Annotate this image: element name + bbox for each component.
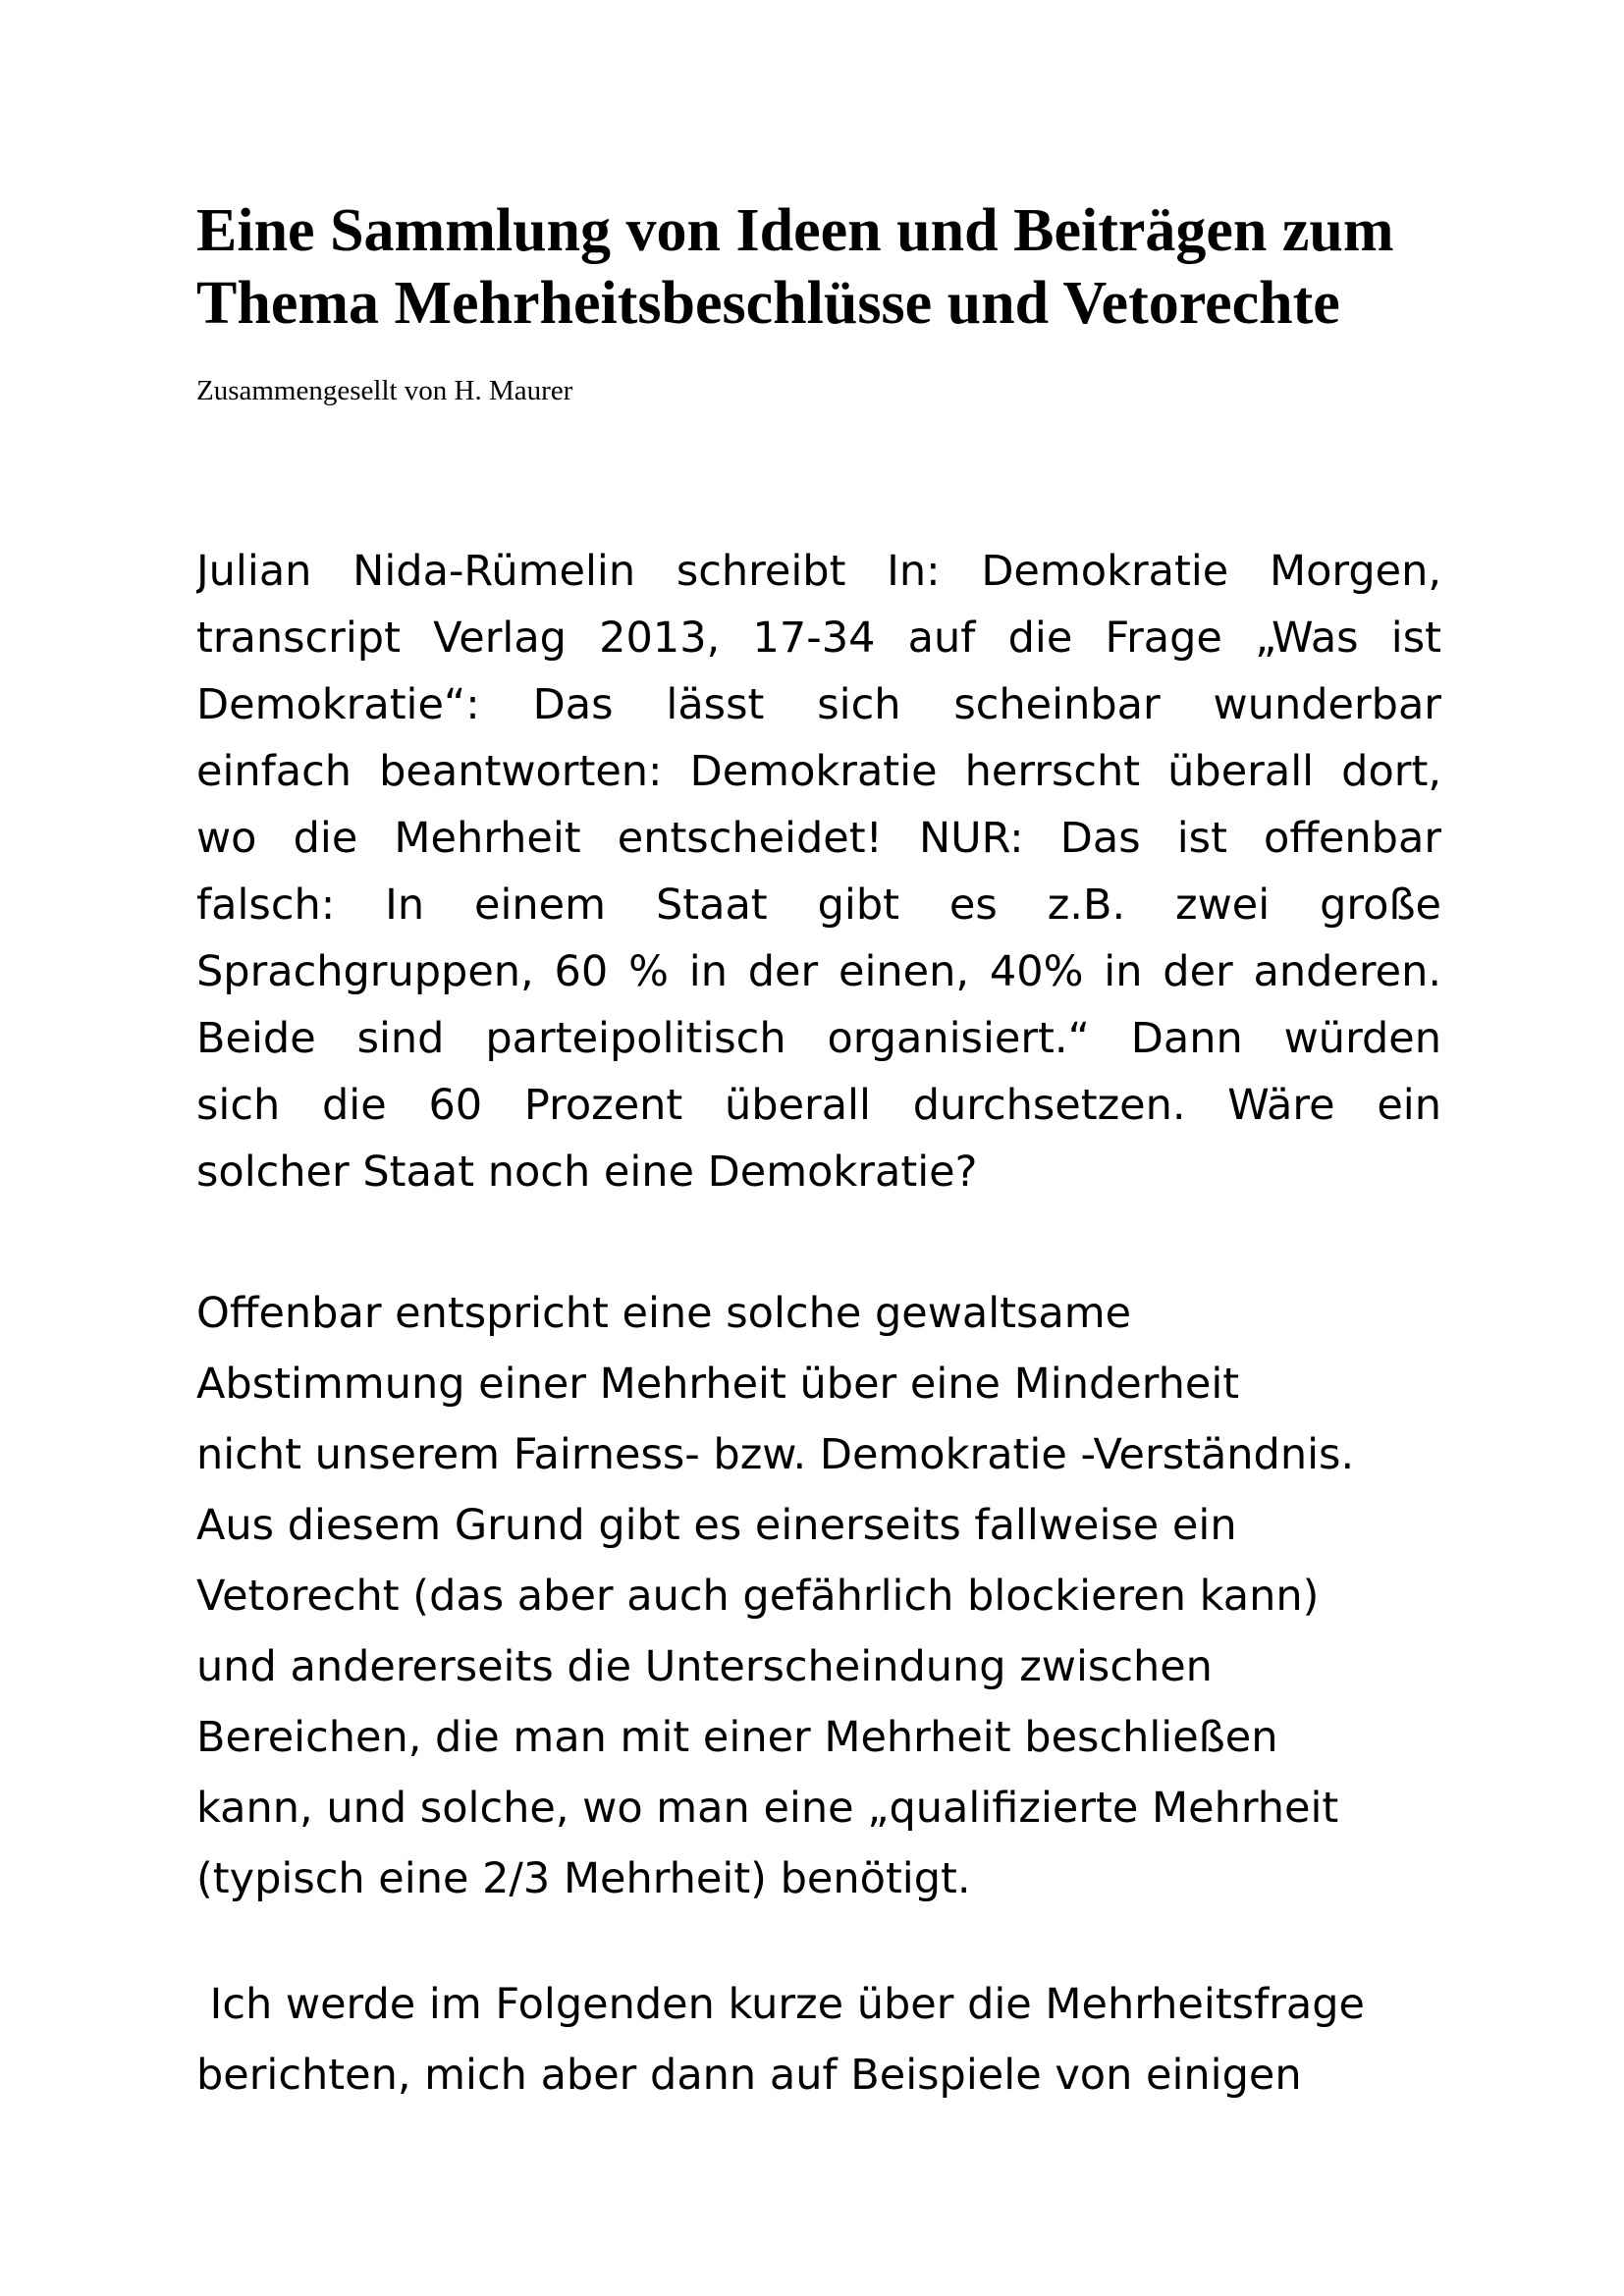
text-line: Abstimmung einer Mehrheit über eine Minderheit	[196, 1360, 1240, 1409]
text-line: transcript Verlag 2013, 17-34 auf die Frage „Was ist	[196, 614, 1441, 663]
text-line: wo die Mehrheit entscheidet! NUR: Das ist offenbar	[196, 814, 1441, 863]
text-line: einfach beantworten: Demokratie herrscht überall dort,	[196, 747, 1441, 796]
text-line: kann, und solche, wo man eine „qualifizierte Mehrheit	[196, 1784, 1339, 1833]
text-line: (typisch eine 2/3 Mehrheit) benötigt.	[196, 1854, 971, 1903]
text-line: solcher Staat noch eine Demokratie?	[196, 1148, 978, 1197]
text-line: Ich werde im Folgenden kurze über die Mehrheitsfrage	[196, 1980, 1365, 2029]
text-line: falsch: In einem Staat gibt es z.B. zwei große	[196, 881, 1441, 930]
text-line: Demokratie“: Das lässt sich scheinbar wunderbar	[196, 680, 1441, 729]
text-line: berichten, mich aber dann auf Beispiele von einigen	[196, 2051, 1302, 2100]
paragraph-fairness	[196, 1278, 1441, 1914]
text-line: Bereichen, die man mit einer Mehrheit beschließen	[196, 1713, 1278, 1762]
text-line: sich die 60 Prozent überall durchsetzen. Wäre ein	[196, 1081, 1441, 1130]
text-line: Offenbar entspricht eine solche gewaltsame	[196, 1289, 1132, 1338]
text-line: Julian Nida-Rümelin schreibt In: Demokratie Morgen,	[196, 547, 1441, 596]
text-line: Vetorecht (das aber auch gefährlich blockieren kann)	[196, 1572, 1320, 1621]
text-line: Aus diesem Grund gibt es einerseits fallweise ein	[196, 1501, 1237, 1550]
title-line: Thema Mehrheitsbeschlüsse und Vetorechte	[196, 270, 1340, 337]
text-line: nicht unserem Fairness- bzw. Demokratie -Verständnis.	[196, 1430, 1355, 1479]
document-subtitle: Zusammengesellt von H. Maurer	[196, 375, 573, 406]
document-title	[196, 194, 1473, 340]
text-line: Sprachgruppen, 60 % in der einen, 40% in der anderen.	[196, 947, 1441, 996]
text-line: und andererseits die Unterscheindung zwischen	[196, 1642, 1213, 1691]
title-line: Eine Sammlung von Ideen und Beiträgen zum	[196, 197, 1394, 264]
paragraph-nida-ruemelin	[196, 538, 1441, 1205]
text-line: Beide sind parteipolitisch organisiert.“ Dann würden	[196, 1014, 1441, 1063]
paragraph-outlook	[196, 1969, 1441, 2110]
